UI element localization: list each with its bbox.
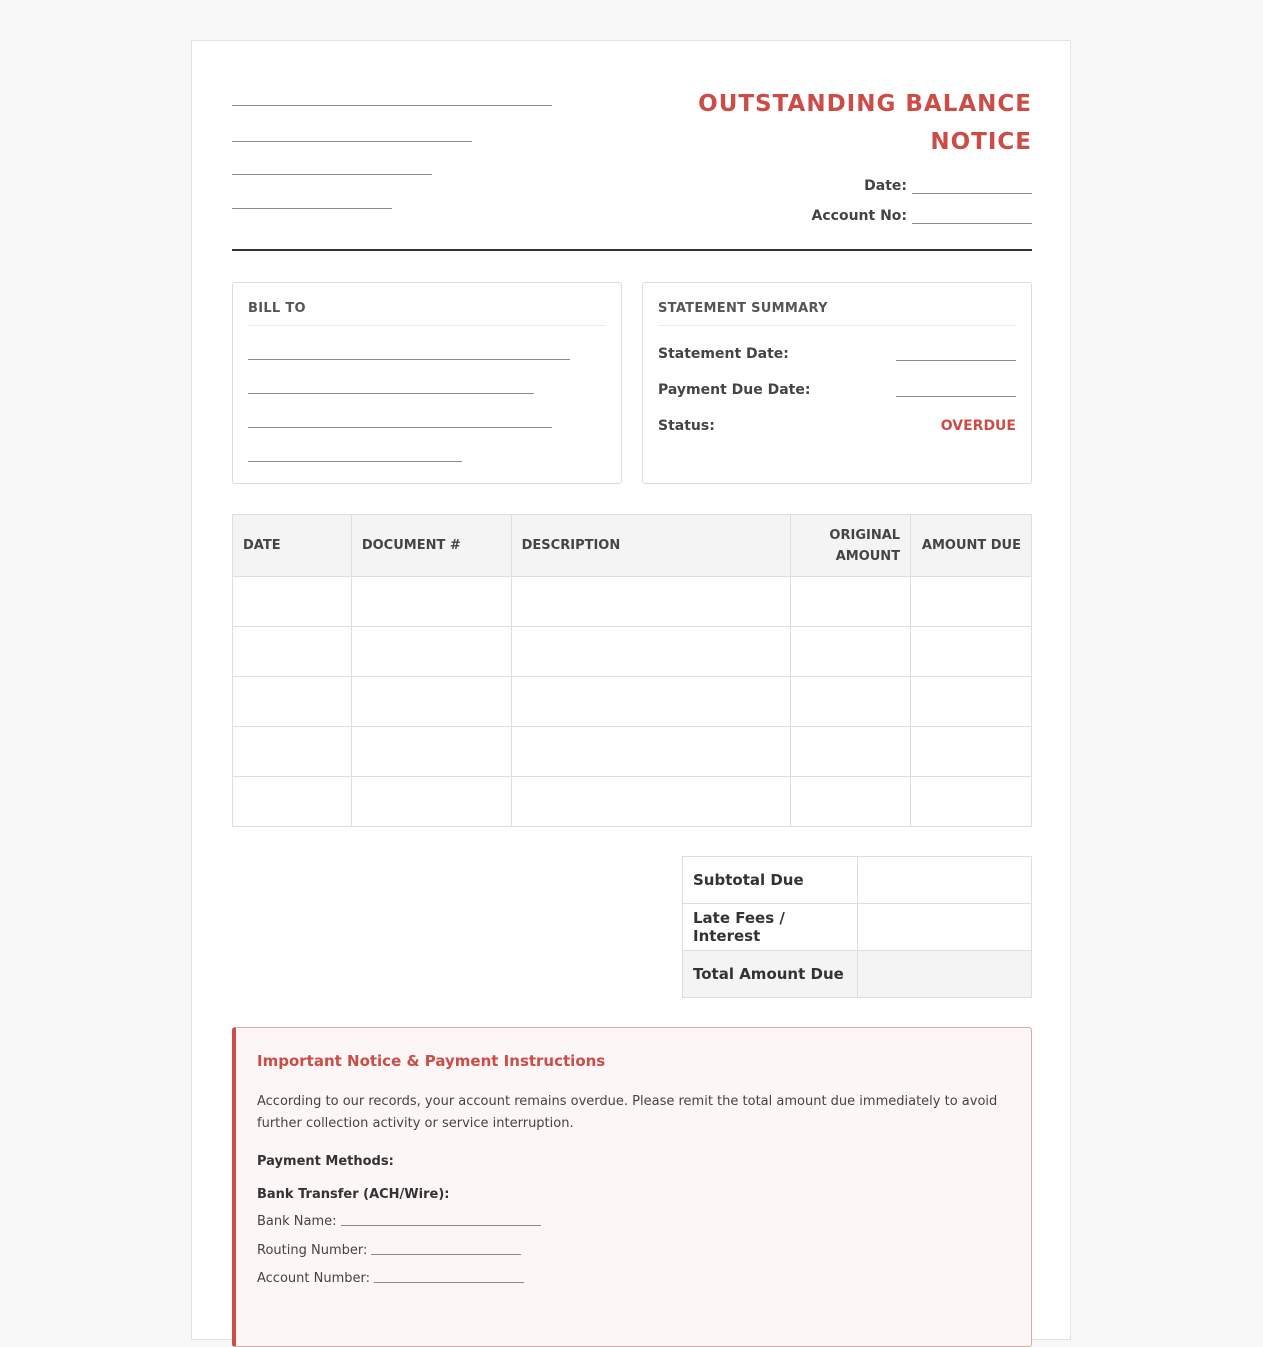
table-cell[interactable] (791, 727, 911, 777)
table-row (233, 727, 1032, 777)
bill-to-line[interactable] (248, 359, 570, 360)
table-cell[interactable] (911, 727, 1032, 777)
bank-transfer-label: Bank Transfer (ACH/Wire): (257, 1187, 450, 1202)
account-number-label: Account Number: (257, 1271, 370, 1286)
box-divider (248, 325, 606, 326)
table-cell[interactable] (233, 677, 352, 727)
status-row (658, 418, 1016, 434)
statement-date-blank[interactable] (896, 360, 1016, 361)
table-cell[interactable] (911, 677, 1032, 727)
table-cell[interactable] (351, 677, 511, 727)
late-fees-label: Late Fees / Interest (683, 904, 858, 951)
column-header-amount-due: AMOUNT DUE (911, 515, 1032, 577)
table-cell[interactable] (351, 727, 511, 777)
sender-address-line (232, 174, 432, 175)
table-cell[interactable] (351, 627, 511, 677)
subtotal-row (683, 857, 1032, 904)
table-row (233, 677, 1032, 727)
column-header-original-amount: ORIGINAL AMOUNT (791, 515, 911, 577)
date-label: Date: (864, 178, 907, 194)
table-cell[interactable] (511, 777, 791, 827)
bank-name-blank[interactable] (341, 1225, 541, 1226)
notice-title: Important Notice & Payment Instructions (257, 1052, 606, 1070)
subtotal-value[interactable] (858, 857, 1032, 904)
table-cell[interactable] (511, 627, 791, 677)
total-due-row (683, 951, 1032, 998)
account-number-blank[interactable] (374, 1282, 524, 1283)
table-cell[interactable] (511, 577, 791, 627)
column-header-description: DESCRIPTION (511, 515, 791, 577)
table-cell[interactable] (351, 777, 511, 827)
bill-to-line[interactable] (248, 393, 534, 394)
statement-summary-box (642, 282, 1032, 484)
header-divider (232, 249, 1032, 251)
document-title: OUTSTANDING BALANCE NOTICE (698, 91, 1032, 155)
notice-text: According to our records, your account remains overdue. Please remit the total amount due immediately to avoid further collection activity or service interruption. (257, 1094, 998, 1131)
routing-number-label: Routing Number: (257, 1243, 368, 1258)
payment-methods-label: Payment Methods: (257, 1154, 394, 1169)
table-cell[interactable] (351, 577, 511, 627)
table-cell[interactable] (911, 627, 1032, 677)
statement-date-row (658, 346, 1016, 362)
subtotal-label: Subtotal Due (683, 857, 858, 904)
sender-address-line (232, 105, 552, 106)
column-header-document: DOCUMENT # (351, 515, 511, 577)
table-cell[interactable] (791, 677, 911, 727)
payment-notice-box (232, 1027, 1032, 1347)
bank-name-label: Bank Name: (257, 1214, 337, 1229)
bill-to-title: BILL TO (248, 301, 306, 316)
statement-summary-title: STATEMENT SUMMARY (658, 301, 828, 316)
line-items-table (232, 514, 1032, 827)
table-cell[interactable] (911, 777, 1032, 827)
invoice-page (191, 40, 1071, 1340)
table-row (233, 577, 1032, 627)
payment-due-label: Payment Due Date: (658, 382, 811, 398)
table-row (233, 627, 1032, 677)
total-due-value[interactable] (858, 951, 1032, 998)
table-cell[interactable] (791, 577, 911, 627)
table-header-row (233, 515, 1032, 577)
bill-to-box (232, 282, 622, 484)
date-field (864, 178, 1032, 194)
account-field (812, 208, 1032, 224)
late-fees-value[interactable] (858, 904, 1032, 951)
sender-address-line (232, 141, 472, 142)
table-cell[interactable] (511, 727, 791, 777)
bill-to-line[interactable] (248, 427, 552, 428)
table-cell[interactable] (911, 577, 1032, 627)
routing-number-blank[interactable] (371, 1254, 521, 1255)
totals-table (682, 856, 1032, 998)
table-cell[interactable] (233, 627, 352, 677)
date-blank[interactable] (912, 180, 1032, 194)
routing-number-field (257, 1243, 521, 1258)
account-label: Account No: (811, 208, 907, 224)
table-row (233, 777, 1032, 827)
sender-address-line (232, 208, 392, 209)
table-cell[interactable] (233, 727, 352, 777)
account-number-field (257, 1271, 524, 1286)
table-cell[interactable] (233, 577, 352, 627)
box-divider (658, 325, 1016, 326)
bank-name-field (257, 1214, 541, 1229)
status-badge: OVERDUE (940, 418, 1016, 434)
late-fees-row (683, 904, 1032, 951)
account-blank[interactable] (912, 210, 1032, 224)
statement-date-label: Statement Date: (658, 346, 789, 362)
status-label: Status: (658, 418, 715, 434)
bill-to-line[interactable] (248, 461, 462, 462)
total-due-label: Total Amount Due (683, 951, 858, 998)
table-cell[interactable] (233, 777, 352, 827)
payment-due-blank[interactable] (896, 396, 1016, 397)
column-header-date: DATE (233, 515, 352, 577)
payment-due-row (658, 382, 1016, 398)
table-cell[interactable] (791, 627, 911, 677)
table-cell[interactable] (511, 677, 791, 727)
table-cell[interactable] (791, 777, 911, 827)
